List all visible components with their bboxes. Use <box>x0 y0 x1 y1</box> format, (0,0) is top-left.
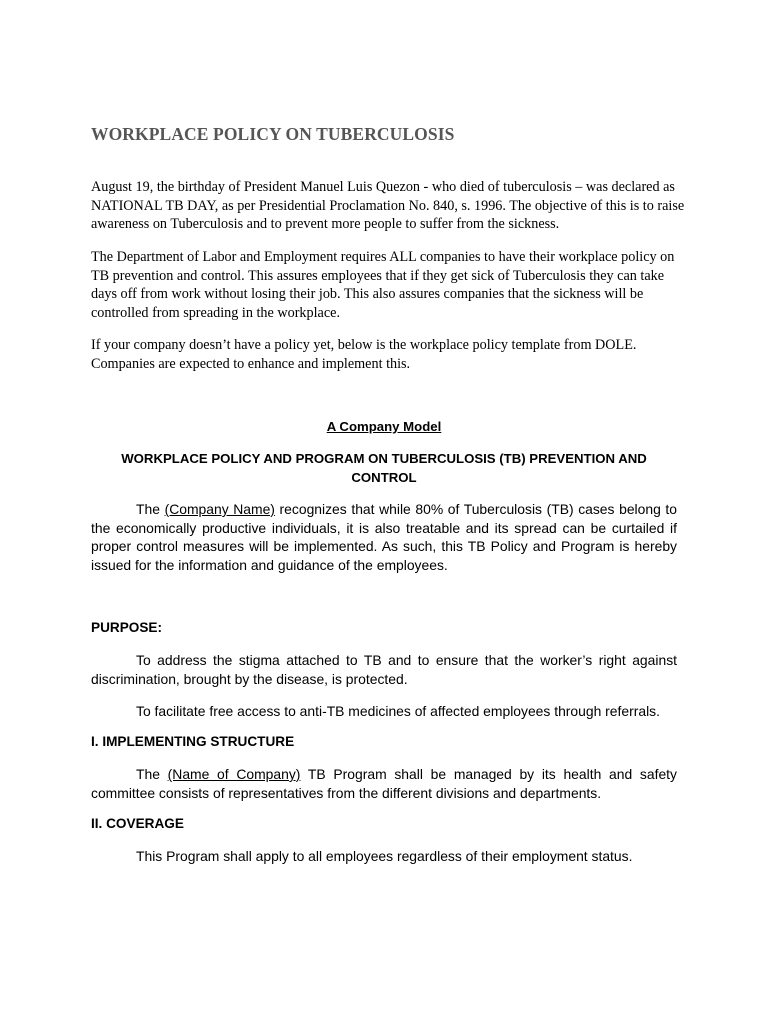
implementing-structure-heading: I. IMPLEMENTING STRUCTURE <box>91 734 295 749</box>
intro-paragraph-2: The Department of Labor and Employment requires ALL companies to have their workplace policy on TB prevention and control. This assures employees that if they get sick of Tuberculosis they can take days off from work without losing their job. This also assures companies that the sickness will be controlled from spreading in the workplace. <box>91 249 675 322</box>
implementing-prefix: The <box>136 766 168 782</box>
company-name-placeholder: (Company Name) <box>164 501 275 517</box>
purpose-paragraph-2: To facilitate free access to anti-TB medicines of affected employees through referrals. <box>136 703 660 719</box>
name-of-company-placeholder: (Name of Company) <box>167 766 301 782</box>
coverage-paragraph: This Program shall apply to all employees regardless of their employment status. <box>136 848 633 864</box>
coverage-heading: II. COVERAGE <box>91 816 184 831</box>
policy-intro-text: recognizes that while 80% of Tuberculosis (TB) cases belong to the economically productive individuals, it is also treatable and its spread can be curtailed if proper control measures will be implemented. As such, this TB Policy and Program is hereby issued for the information and guidance of the employees. <box>91 501 678 573</box>
intro-paragraph-3: If your company doesn’t have a policy yet, below is the workplace policy template from DOLE. Companies are expected to enhance and implement this. <box>91 337 637 372</box>
purpose-heading: PURPOSE: <box>91 620 163 635</box>
implementing-text: TB Program shall be managed by its health and safety committee consists of representatives from the different divisions and departments. <box>91 766 677 801</box>
policy-heading: WORKPLACE POLICY AND PROGRAM ON TUBERCULOSIS (TB) PREVENTION AND CONTROL <box>121 451 647 485</box>
model-heading: A Company Model <box>326 419 442 434</box>
intro-paragraph-1: August 19, the birthday of President Manuel Luis Quezon - who died of tuberculosis – was declared as NATIONAL TB DAY, as per Presidential Proclamation No. 840, s. 1996. The objective of this is to raise awareness on Tuberculosis and to prevent more people to suffer from the sickness. <box>91 179 685 233</box>
policy-intro-prefix: The <box>136 501 165 517</box>
document-title: WORKPLACE POLICY ON TUBERCULOSIS <box>91 124 455 144</box>
purpose-paragraph-1: To address the stigma attached to TB and to ensure that the worker’s right against discrimination, brought by the disease, is protected. <box>91 652 677 687</box>
policy-intro-paragraph <box>91 500 677 574</box>
implementing-structure-paragraph <box>91 765 677 802</box>
